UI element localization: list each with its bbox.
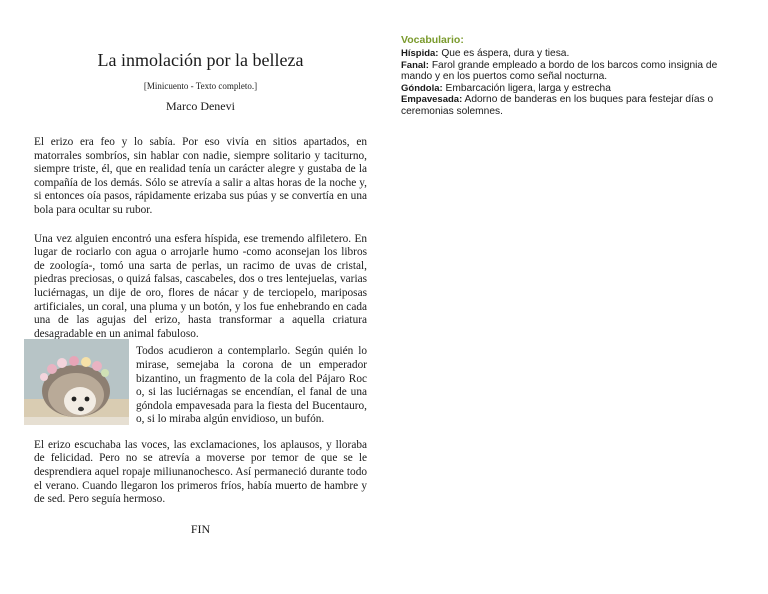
vocabulary-item	[401, 60, 746, 83]
vocabulary-item	[401, 83, 746, 95]
hedgehog-illustration	[24, 339, 129, 425]
story-subtitle: [Minicuento - Texto completo.]	[143, 81, 258, 91]
story-paragraph-1: El erizo era feo y lo sabía. Por eso vivía en sitios apartados, en matorrales sombríos, sin hablar con nadie, siempre solitario y taciturno, siempre triste, él, que en realidad tenía un carácter alegre y gustaba de la compañía de los demás. Sólo se atrevía a salir a altas horas de la noche y, si entonces oía pasos, rápidamente erizaba sus púas y se convertía en una bola para ocultar su rubor.	[34, 136, 367, 216]
story-ending: FIN	[190, 521, 211, 536]
vocabulary-term: Empavesada:	[401, 94, 463, 106]
vocabulary-item	[401, 94, 746, 117]
vocabulary-definition: Adorno de banderas en los buques para festejar días o ceremonias solemnes.	[401, 94, 714, 117]
story-paragraph-2: Una vez alguien encontró una esfera híspida, ese tremendo alfiletero. En lugar de rociarlo con agua o arrojarle humo -como aconsejan los libros de zoología-, tomó una sarta de perlas, un racimo de uvas de cristal, piedras preciosas, o quizá falsas, cascabeles, dos o tres lentejuelas, varias luciérnagas, un dije de oro, flores de nácar y de terciopelo, mariposas artificiales, un coral, una pluma y un botón, y los fue enhebrando en cada una de las agujas del erizo, hasta transformar a aquella criatura desagradable en un animal fabuloso.	[34, 232, 367, 340]
story-title: La inmolación por la belleza	[97, 50, 304, 70]
hedgehog-image	[24, 339, 129, 425]
vocabulary-item	[401, 48, 746, 60]
story-paragraph-4: El erizo escuchaba las voces, las exclamaciones, los aplausos, y lloraba de felicidad. Pero no se atrevía a moverse por temor de que se le desprendiera aquel ropaje miliunanochesco. Así permaneció durante todo el verano. Cuando llegaron los primeros fríos, había muerto de hambre y de sed. Pero seguía hermoso.	[34, 438, 367, 506]
illustrated-paragraph	[34, 345, 367, 427]
vocabulary-definition: Embarcación ligera, larga y estrecha	[442, 82, 611, 94]
vocabulary-definition: Farol grande empleado a bordo de los barcos como insignia de mando y en los puertos como señal nocturna.	[401, 59, 718, 83]
vocabulary-heading: Vocabulario:	[401, 34, 464, 46]
vocabulary-term: Góndola:	[401, 82, 443, 94]
vocabulary-box	[401, 34, 746, 118]
vocabulary-definition: Que es áspera, dura y tiesa.	[438, 48, 570, 59]
story-author: Marco Denevi	[166, 99, 235, 113]
vocabulary-term: Híspida:	[401, 48, 439, 59]
story-paragraph-3: Todos acudieron a contemplarlo. Según quién lo mirase, semejaba la corona de un emperador bizantino, un fragmento de la cola del Pájaro Roc o, si las luciérnagas se encendían, el fanal de una góndola empavesada para la fiesta del Bucentauro, o, si lo miraba algún envidioso, un bufón.	[136, 345, 367, 426]
vocabulary-term: Fanal:	[401, 59, 429, 71]
story-column	[34, 50, 367, 537]
